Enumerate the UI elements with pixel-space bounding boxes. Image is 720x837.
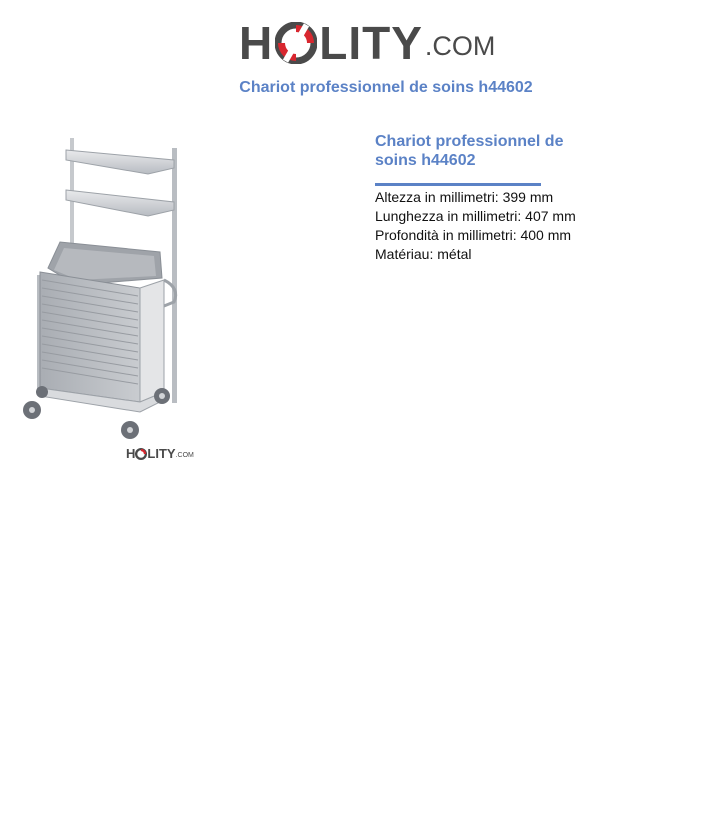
- spec-length: Lunghezza in millimetri: 407 mm: [375, 208, 576, 224]
- watermark-wordmark: [126, 446, 176, 461]
- logo-tld: .COM: [424, 31, 496, 61]
- watermark-letters-rest: LITY: [147, 446, 176, 461]
- product-info: [375, 132, 615, 264]
- logo-letter-h: H: [239, 17, 274, 69]
- logo-wordmark: [239, 17, 423, 69]
- spec-depth: Profondità in millimetri: 400 mm: [375, 227, 572, 243]
- product-name: Chariot professionnel de soins h44602: [375, 133, 564, 169]
- watermark-o-mark-icon: [135, 448, 147, 460]
- watermark-tld: .COM: [175, 452, 194, 459]
- product-image: [14, 130, 204, 465]
- title-underline: [375, 183, 541, 186]
- logo-letters-rest: LITY: [319, 17, 423, 69]
- image-watermark-logo: [126, 446, 194, 461]
- watermark-letter-h: H: [126, 446, 136, 461]
- site-logo[interactable]: [239, 12, 496, 69]
- spec-height: Altezza in millimetri: 399 mm: [375, 189, 554, 205]
- page-title: Chariot professionnel de soins h44602: [239, 79, 533, 96]
- spec-material: Matériau: métal: [375, 246, 472, 262]
- logo-o-mark-icon: [275, 22, 317, 64]
